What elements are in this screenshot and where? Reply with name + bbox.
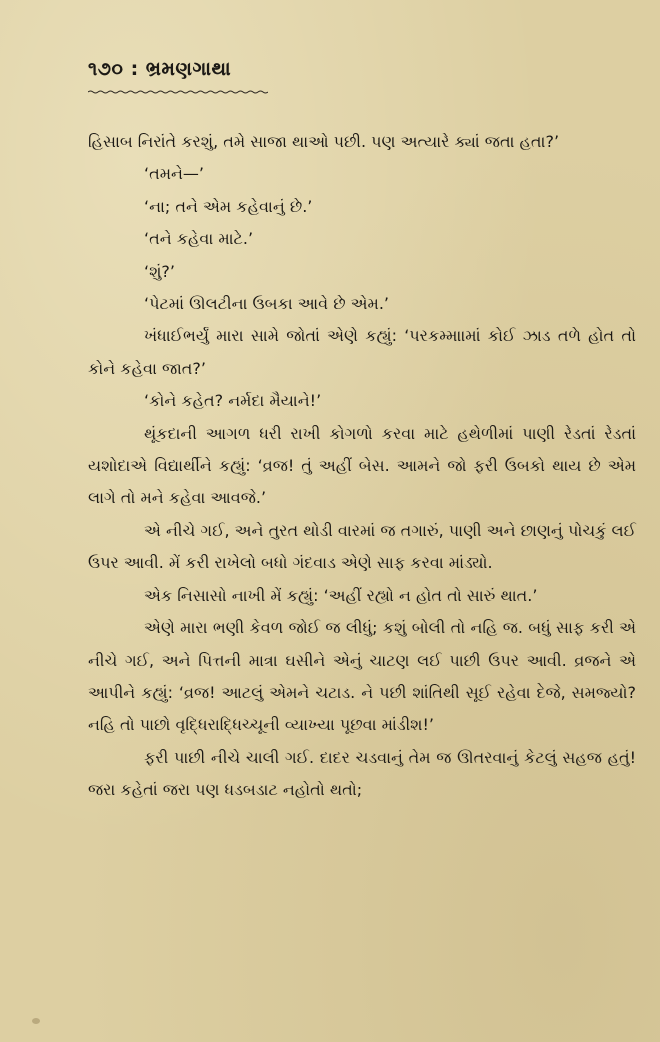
paragraph: એ નીચે ગઈ, અને તુરત થોડી વારમાં જ તગારું, પાણી અને છાણનું પોચકું લઈ ઉપર આવી. મેં કરી રાખેલો બધો ગંદવાડ એણે સાફ કરવા માંડ્યો. bbox=[88, 520, 636, 573]
paragraph: ‘તમને—’ bbox=[144, 164, 204, 184]
paragraph: હિસાબ નિરાંતે કરશું, તમે સાજા થાઓ પછી. પણ અત્યારે ક્યાં જતા હતા?’ bbox=[88, 132, 560, 151]
page-number: ૧૭૦ bbox=[88, 58, 124, 80]
paper-stain bbox=[32, 1018, 40, 1024]
body-text bbox=[88, 126, 636, 807]
paragraph: ‘તને કહેવા માટે.’ bbox=[144, 229, 254, 249]
paragraph: ‘કોને કહેત? નર્મદા મૈયાને!’ bbox=[144, 391, 322, 411]
paragraph: એણે મારા ભણી કેવળ જોઈ જ લીધું; કશું બોલી તો નહિ જ. બધું સાફ કરી એ નીચે ગઈ, અને પિત્તની માત્રા ઘસીને એનું ચાટણ લઈ પાછી ઉપર આવી. વ્રજને એ આપીને કહ્યું: ‘વ્રજ! આટલું એમને ચટાડ. ને પછી શાંતિથી સૂઈ રહેવા દેજે, સમજ્યો? નહિ તો પાછો વૃદ્ધિરાદ્ધિચ્ચૂની વ્યાખ્યા પૂછવા માંડીશ!’ bbox=[88, 618, 636, 735]
paragraph: ‘પેટમાં ઊલટીના ઉબકા આવે છે એમ.’ bbox=[144, 294, 389, 314]
paragraph: ‘ના; તને એમ કહેવાનું છે.’ bbox=[144, 196, 313, 216]
header-separator: : bbox=[123, 58, 146, 80]
paragraph: થૂંકદાની આગળ ધરી રાખી કોગળો કરવા માટે હથેળીમાં પાણી રેડતાં રેડતાં યશોદાએ વિદ્યાર્થીને કહ્યું: ‘વ્રજ! તું અહીં બેસ. આમને જો ફરી ઉબકો થાય છે એમ લાગે તો મને કહેવા આવજે.’ bbox=[88, 423, 636, 508]
header-wavy-rule bbox=[88, 90, 268, 94]
running-header bbox=[88, 58, 231, 80]
paragraph: એક નિસાસો નાખી મેં કહ્યું: ‘અહીં રહ્યો ન હોત તો સારું થાત.’ bbox=[144, 585, 538, 605]
paragraph: ‘શું?’ bbox=[144, 261, 176, 281]
paragraph: ખંધાઈભર્યું મારા સામે જોતાં એણે કહ્યું: ‘પરકમ્માામાં કોઈ ઝાડ તળે હોત તો કોને કહેવા જાત?’ bbox=[88, 326, 636, 378]
book-title: ભ્રમણગાથા bbox=[145, 58, 232, 80]
paragraph: ફરી પાછી નીચે ચાલી ગઈ. દાદર ચડવાનું તેમ જ ઊતરવાનું કેટલું સહજ હતું! જરા કહેતાં જરા પણ ધડબડાટ નહોતો થતો; bbox=[88, 747, 636, 800]
